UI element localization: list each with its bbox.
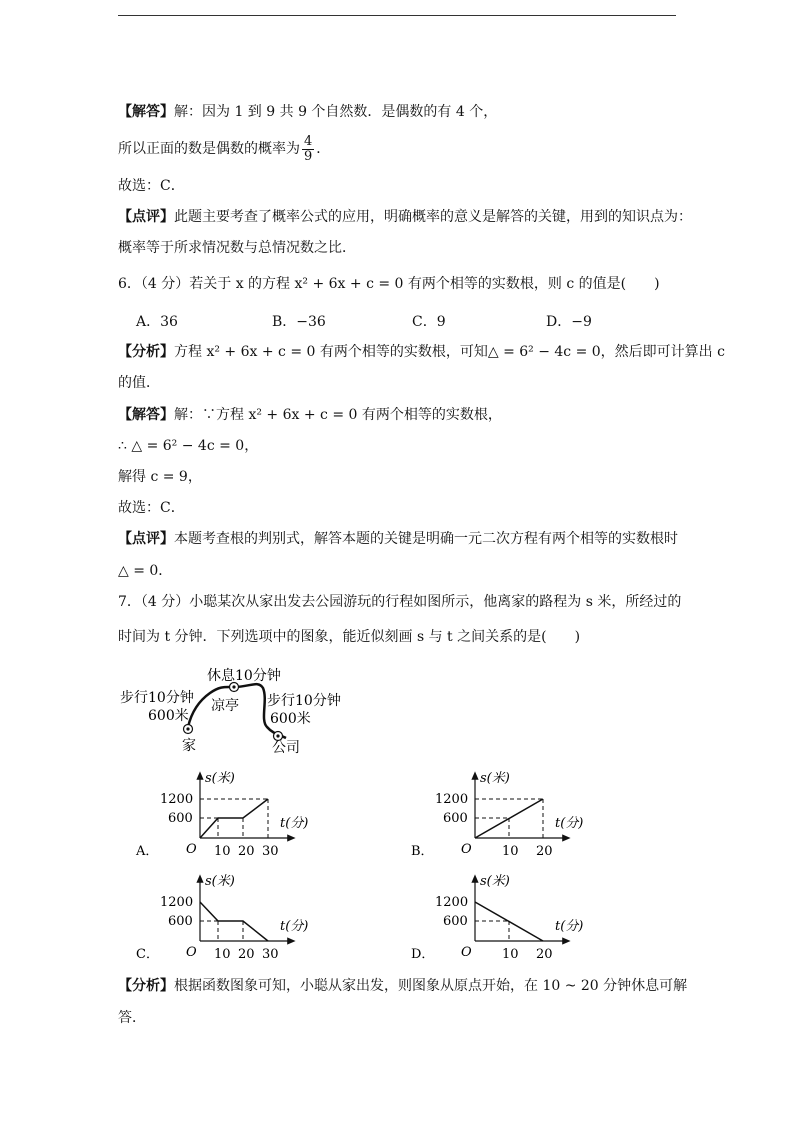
option-d-letter: D．	[411, 947, 435, 962]
x-axis-label: t(分)	[555, 816, 584, 831]
graph-b	[405, 765, 595, 865]
y-tick-600: 600	[443, 914, 468, 929]
x-tick-10: 10	[502, 844, 519, 859]
header-rule	[118, 15, 676, 16]
answer-tag: 【解答】	[118, 104, 174, 120]
answer-text: ．	[316, 141, 331, 157]
q6-answer-line3: 解得 c = 9，	[118, 469, 202, 485]
q6-option-d: D．−9	[546, 314, 592, 330]
q6-stem: 6．（4 分）若关于 x 的方程 x² + 6x + c = 0 有两个相等的实数根，则 c 的值是( )	[118, 276, 660, 292]
q7-stem: 7．（4 分）小聪某次从家出发去公园游玩的行程如图所示，他离家的路程为 s 米，所经过的	[118, 594, 682, 610]
q6-option-b: B．−36	[272, 314, 326, 330]
y-axis-label: s(米)	[480, 874, 510, 889]
analysis-text: 方程 x² + 6x + c = 0 有两个相等的实数根，可知△ = 6² − 4c = 0，然后即可计算出 c	[174, 344, 725, 360]
y-tick-600: 600	[168, 811, 193, 826]
q7-stem-line2: 时间为 t 分钟．下列选项中的图象，能近似刻画 s 与 t 之间关系的是( )	[118, 629, 581, 645]
q6-option-c: C．9	[412, 314, 446, 330]
answer-text: 所以正面的数是偶数的概率为	[118, 141, 300, 157]
q5-answer	[118, 102, 497, 122]
x-axis-label: t(分)	[555, 919, 584, 934]
y-axis-label: s(米)	[480, 771, 510, 786]
origin-label: O	[186, 842, 197, 857]
analysis-tag: 【分析】	[118, 978, 174, 994]
q6-analysis-line2: 的值．	[118, 375, 160, 391]
comment-tag: 【点评】	[118, 531, 174, 547]
home-label: 家	[182, 738, 196, 754]
walk-right-distance: 600米	[270, 711, 311, 727]
q6-choose: 故选：C．	[118, 500, 185, 516]
x-axis-label: t(分)	[280, 919, 309, 934]
x-tick-10: 10	[214, 844, 231, 859]
analysis-tag: 【分析】	[118, 344, 174, 360]
graph-c	[130, 868, 320, 968]
company-label: 公司	[272, 740, 300, 756]
rest-label: 休息10分钟	[207, 668, 281, 684]
x-tick-20: 20	[238, 844, 255, 859]
q5-choose: 故选：C．	[118, 178, 185, 194]
x-tick-10: 10	[214, 947, 231, 962]
q6-answer-line2: ∴ △ = 6² − 4c = 0，	[118, 438, 259, 454]
walk-left-distance: 600米	[148, 708, 189, 724]
option-a-letter: A．	[136, 844, 159, 859]
home-marker	[184, 725, 193, 734]
comment-text: 此题主要考查了概率公式的应用，明确概率的意义是解答的关键，用到的知识点为：	[174, 209, 692, 225]
answer-text: 解：∵方程 x² + 6x + c = 0 有两个相等的实数根，	[174, 407, 502, 423]
y-tick-1200: 1200	[160, 792, 194, 807]
route-map-figure	[110, 660, 360, 760]
answer-text: 解：因为 1 到 9 共 9 个自然数．是偶数的有 4 个，	[174, 104, 498, 120]
analysis-text: 根据函数图象可知，小聪从家出发，则图象从原点开始，在 10 ~ 20 分钟休息可解	[174, 978, 688, 994]
q6-comment-line2: △ = 0．	[118, 563, 173, 579]
x-tick-30: 30	[262, 947, 279, 962]
fraction-denominator: 9	[304, 148, 313, 164]
graph-a	[130, 765, 320, 865]
graph-d	[405, 868, 595, 968]
option-b-letter: B．	[411, 844, 434, 859]
x-axis-label: t(分)	[280, 816, 309, 831]
q7-analysis	[118, 976, 687, 996]
y-tick-600: 600	[443, 811, 468, 826]
pavilion-label: 凉亭	[211, 698, 239, 714]
x-tick-20: 20	[536, 844, 553, 859]
walk-right-label: 步行10分钟	[267, 693, 341, 709]
fraction-numerator: 4	[304, 133, 313, 149]
x-tick-10: 10	[502, 947, 519, 962]
comment-text: 本题考查根的判别式，解答本题的关键是明确一元二次方程有两个相等的实数根时	[174, 531, 678, 547]
q6-answer	[118, 405, 502, 425]
q6-comment	[118, 529, 678, 549]
answer-tag: 【解答】	[118, 407, 174, 423]
origin-label: O	[461, 842, 472, 857]
y-tick-1200: 1200	[160, 895, 194, 910]
option-c-letter: C．	[136, 947, 159, 962]
y-axis-label: s(米)	[205, 771, 235, 786]
q6-option-a: A．36	[136, 314, 178, 330]
q5-comment	[118, 207, 692, 227]
origin-label: O	[186, 945, 197, 960]
q7-analysis-line2: 答．	[118, 1010, 146, 1026]
x-tick-20: 20	[536, 947, 553, 962]
q6-analysis	[118, 342, 725, 362]
q5-comment-line2: 概率等于所求情况数与总情况数之比．	[118, 240, 356, 256]
y-tick-1200: 1200	[435, 895, 469, 910]
y-tick-600: 600	[168, 914, 193, 929]
comment-tag: 【点评】	[118, 209, 174, 225]
origin-label: O	[461, 945, 472, 960]
q5-answer-line2	[118, 133, 330, 165]
y-axis-label: s(米)	[205, 874, 235, 889]
y-tick-1200: 1200	[435, 792, 469, 807]
walk-left-label: 步行10分钟	[120, 690, 194, 706]
x-tick-30: 30	[262, 844, 279, 859]
x-tick-20: 20	[238, 947, 255, 962]
fraction	[302, 135, 314, 164]
